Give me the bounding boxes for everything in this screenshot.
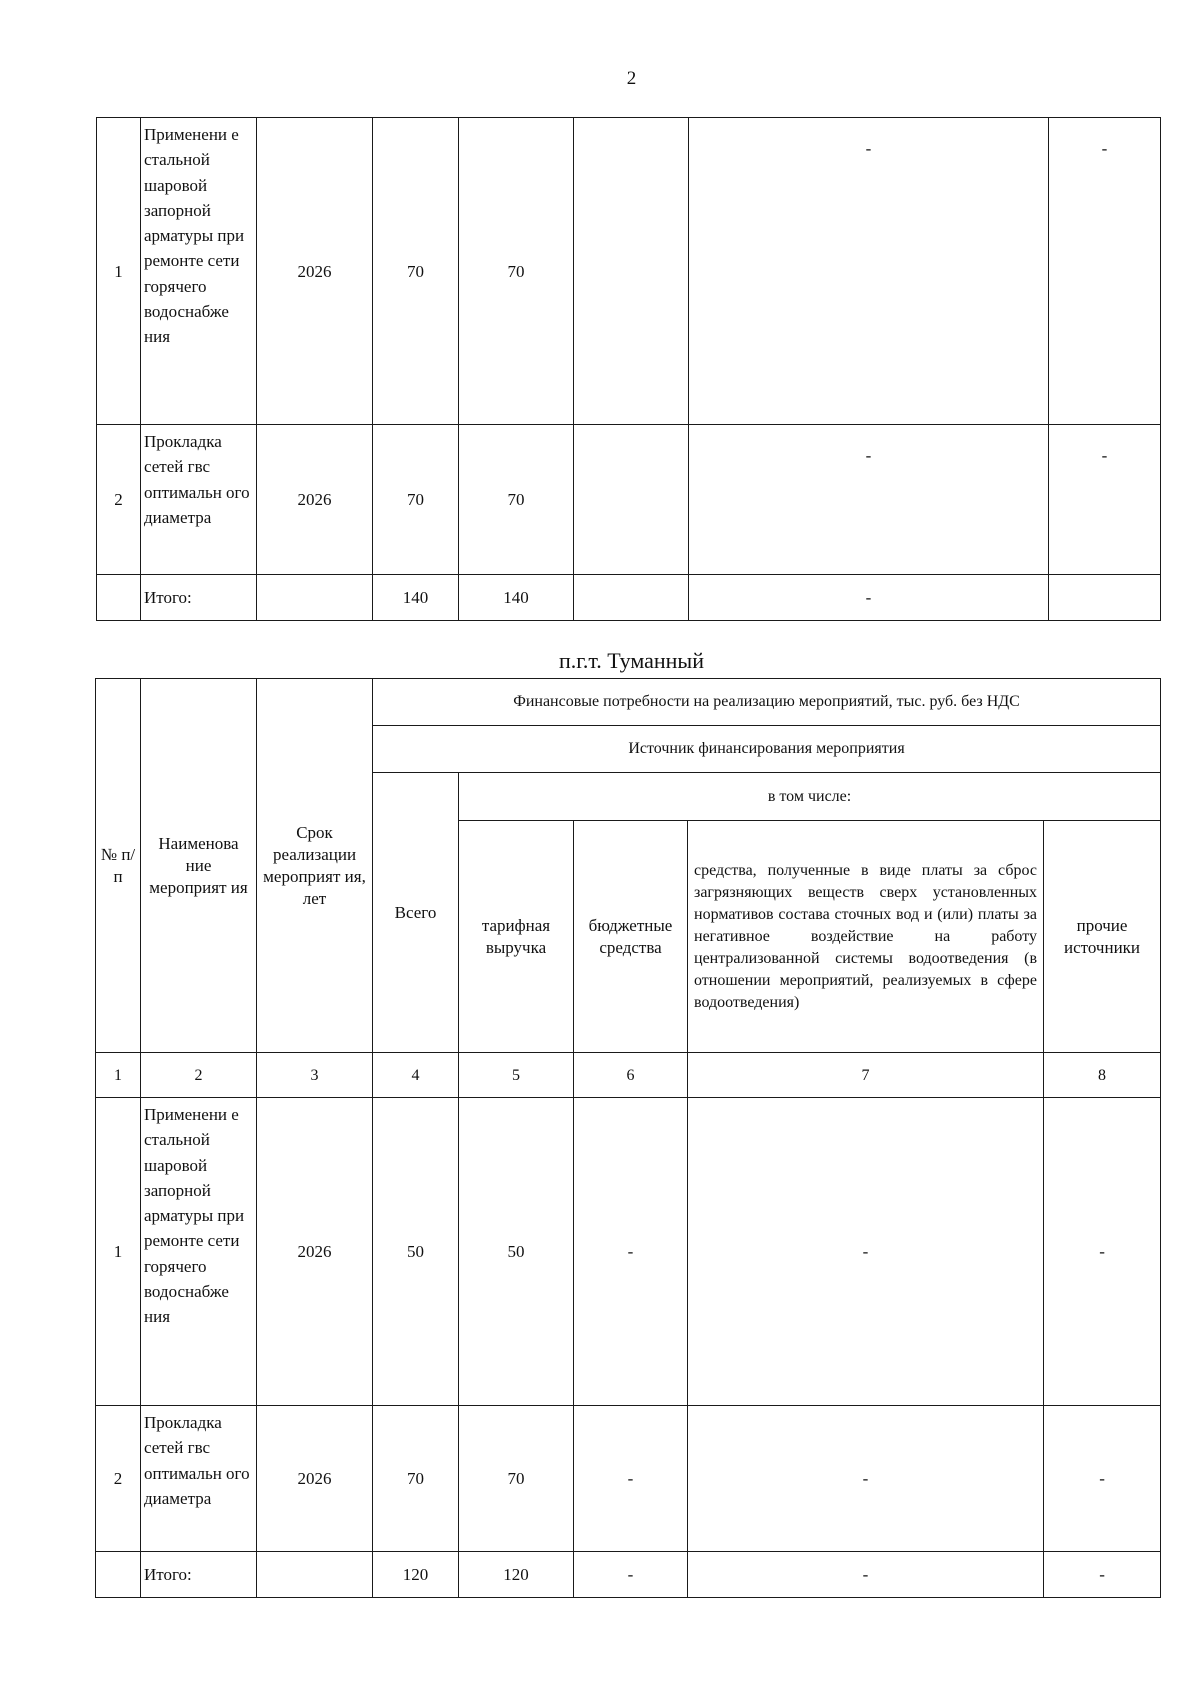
period-cell: 2026: [257, 425, 373, 575]
header-fees: средства, полученные в виде платы за сброс загрязняющих веществ сверх установленных нормативов состава сточных вод и (или) платы за негативное воздействие на работу централизованной системы водоотведения (в отношении мероприятий, реализуемых в сфере водоотведения): [688, 821, 1044, 1053]
column-number: 8: [1044, 1053, 1161, 1098]
measure-name: Прокладка сетей гвс оптимальн ого диаметра: [141, 1406, 257, 1552]
column-number: 3: [257, 1053, 373, 1098]
total-row: [96, 1552, 1161, 1598]
tariff-cell: 70: [459, 1406, 574, 1552]
column-number: 1: [96, 1053, 141, 1098]
other-cell: -: [1044, 1098, 1161, 1406]
other-cell: -: [1049, 425, 1161, 575]
header-total: Всего: [373, 773, 459, 1053]
header-budget: бюджетные средства: [574, 821, 688, 1053]
fees-cell: -: [688, 1406, 1044, 1552]
top-table: [96, 117, 1161, 621]
header-financial-needs: Финансовые потребности на реализацию мероприятий, тыс. руб. без НДС: [373, 679, 1161, 726]
row-number: [97, 575, 141, 621]
fees-cell: -: [689, 575, 1049, 621]
fees-cell: -: [688, 1098, 1044, 1406]
header-row: [96, 679, 1161, 726]
header-period: Срок реализации мероприят ия, лет: [257, 679, 373, 1053]
row-number: 2: [97, 425, 141, 575]
other-cell: [1049, 575, 1161, 621]
total-cell: 120: [373, 1552, 459, 1598]
budget-cell: [574, 118, 689, 425]
row-number: 1: [97, 118, 141, 425]
page-number: 2: [626, 68, 637, 89]
fees-cell: -: [688, 1552, 1044, 1598]
budget-cell: [574, 575, 689, 621]
tariff-cell: 70: [459, 425, 574, 575]
column-number: 7: [688, 1053, 1044, 1098]
period-cell: 2026: [257, 118, 373, 425]
budget-cell: -: [574, 1552, 688, 1598]
column-number: 5: [459, 1053, 574, 1098]
header-other: прочие источники: [1044, 821, 1161, 1053]
tariff-cell: 120: [459, 1552, 574, 1598]
row-number: 1: [96, 1098, 141, 1406]
fees-cell: -: [689, 118, 1049, 425]
header-including: в том числе:: [459, 773, 1161, 821]
other-cell: -: [1049, 118, 1161, 425]
header-num: № п/п: [96, 679, 141, 1053]
other-cell: -: [1044, 1406, 1161, 1552]
table-row: [97, 425, 1161, 575]
header-name: Наименова ние мероприят ия: [141, 679, 257, 1053]
budget-cell: -: [574, 1406, 688, 1552]
period-cell: [257, 575, 373, 621]
period-cell: 2026: [257, 1406, 373, 1552]
row-number: [96, 1552, 141, 1598]
budget-cell: [574, 425, 689, 575]
column-numbers-row: [96, 1053, 1161, 1098]
total-cell: 70: [373, 1406, 459, 1552]
tariff-cell: 50: [459, 1098, 574, 1406]
header-source: Источник финансирования мероприятия: [373, 726, 1161, 773]
section-title: п.г.т. Туманный: [559, 648, 704, 673]
total-cell: 140: [373, 575, 459, 621]
header-tariff: тарифная выручка: [459, 821, 574, 1053]
total-label: Итого:: [141, 1552, 257, 1598]
table-row: [96, 1406, 1161, 1552]
row-number: 2: [96, 1406, 141, 1552]
column-number: 6: [574, 1053, 688, 1098]
total-cell: 70: [373, 118, 459, 425]
table-row: [97, 118, 1161, 425]
bottom-table: [95, 678, 1161, 1598]
measure-name: Прокладка сетей гвс оптимальн ого диаметра: [141, 425, 257, 575]
budget-cell: -: [574, 1098, 688, 1406]
total-cell: 50: [373, 1098, 459, 1406]
measure-name: Применени е стальной шаровой запорной арматуры при ремонте сети горячего водоснабже ния: [141, 118, 257, 425]
period-cell: [257, 1552, 373, 1598]
tariff-cell: 140: [459, 575, 574, 621]
other-cell: -: [1044, 1552, 1161, 1598]
total-label: Итого:: [141, 575, 257, 621]
total-row: [97, 575, 1161, 621]
fees-cell: -: [689, 425, 1049, 575]
table-row: [96, 1098, 1161, 1406]
total-cell: 70: [373, 425, 459, 575]
measure-name: Применени е стальной шаровой запорной арматуры при ремонте сети горячего водоснабже ния: [141, 1098, 257, 1406]
column-number: 4: [373, 1053, 459, 1098]
tariff-cell: 70: [459, 118, 574, 425]
column-number: 2: [141, 1053, 257, 1098]
period-cell: 2026: [257, 1098, 373, 1406]
